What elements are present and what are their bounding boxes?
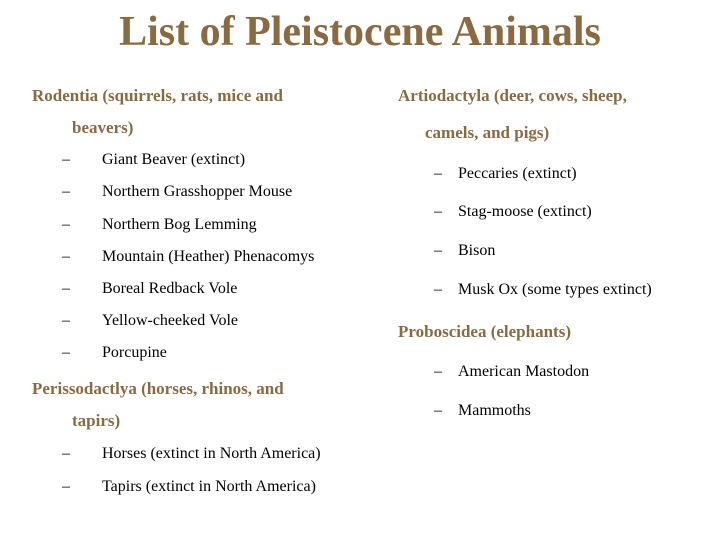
list-item-label: Bison: [458, 242, 496, 259]
rodentia-heading-line1: Rodentia (squirrels, rats, mice and: [32, 86, 283, 105]
list-item-label: Peccaries (extinct): [458, 165, 577, 182]
list-item-giant-beaver: [62, 150, 245, 170]
proboscidea-heading: Proboscidea (elephants): [398, 322, 571, 341]
list-item-label: Boreal Redback Vole: [102, 280, 238, 297]
bullet-dash: –: [62, 478, 70, 495]
list-item-label: Stag-moose (extinct): [458, 203, 592, 220]
list-item-label: Horses (extinct in North America): [102, 445, 321, 462]
bullet-dash: –: [434, 242, 442, 259]
list-item-label: Northern Bog Lemming: [102, 216, 257, 233]
list-item-horses: [62, 444, 321, 464]
list-item-stag-moose: [434, 202, 592, 222]
bullet-dash: –: [62, 151, 70, 168]
list-item-tapirs: [62, 477, 316, 497]
bullet-dash: –: [434, 402, 442, 419]
list-item-peccaries: [434, 164, 577, 184]
perissodactyla-heading-line2: tapirs): [72, 411, 121, 430]
bullet-dash: –: [434, 281, 442, 298]
bullet-dash: –: [434, 203, 442, 220]
list-item-label: Giant Beaver (extinct): [102, 151, 246, 168]
bullet-dash: –: [62, 183, 70, 200]
page-title: List of Pleistocene Animals: [119, 9, 601, 55]
list-item-bog-lemming: [62, 215, 257, 235]
list-item-grasshopper-mouse: [62, 182, 292, 202]
list-item-label: Musk Ox (some types extinct): [458, 281, 652, 298]
list-item-redback-vole: [62, 279, 237, 299]
list-item-label: Porcupine: [102, 344, 167, 361]
list-item-musk-ox: [434, 280, 652, 300]
bullet-dash: –: [434, 165, 442, 182]
list-item-label: Tapirs (extinct in North America): [102, 478, 316, 495]
list-item-label: Northern Grasshopper Mouse: [102, 183, 293, 200]
list-item-bison: [434, 241, 495, 261]
bullet-dash: –: [434, 363, 442, 380]
bullet-dash: –: [62, 445, 70, 462]
list-item-label: Mammoths: [458, 402, 531, 419]
list-item-american-mastodon: [434, 362, 589, 382]
artiodactyla-heading-line2: camels, and pigs): [425, 123, 550, 142]
list-item-mammoths: [434, 401, 531, 421]
bullet-dash: –: [62, 344, 70, 361]
bullet-dash: –: [62, 216, 70, 233]
bullet-dash: –: [62, 248, 70, 265]
list-item-porcupine: [62, 343, 167, 363]
list-item-phenacomys: [62, 247, 314, 267]
artiodactyla-heading-line1: Artiodactyla (deer, cows, sheep,: [398, 86, 627, 105]
rodentia-heading-line2: beavers): [72, 118, 134, 137]
bullet-dash: –: [62, 312, 70, 329]
bullet-dash: –: [62, 280, 70, 297]
list-item-label: Mountain (Heather) Phenacomys: [102, 248, 315, 265]
list-item-label: American Mastodon: [458, 363, 590, 380]
perissodactyla-heading-line1: Perissodactlya (horses, rhinos, and: [32, 379, 284, 398]
list-item-yellow-cheeked-vole: [62, 311, 238, 331]
list-item-label: Yellow-cheeked Vole: [102, 312, 238, 329]
